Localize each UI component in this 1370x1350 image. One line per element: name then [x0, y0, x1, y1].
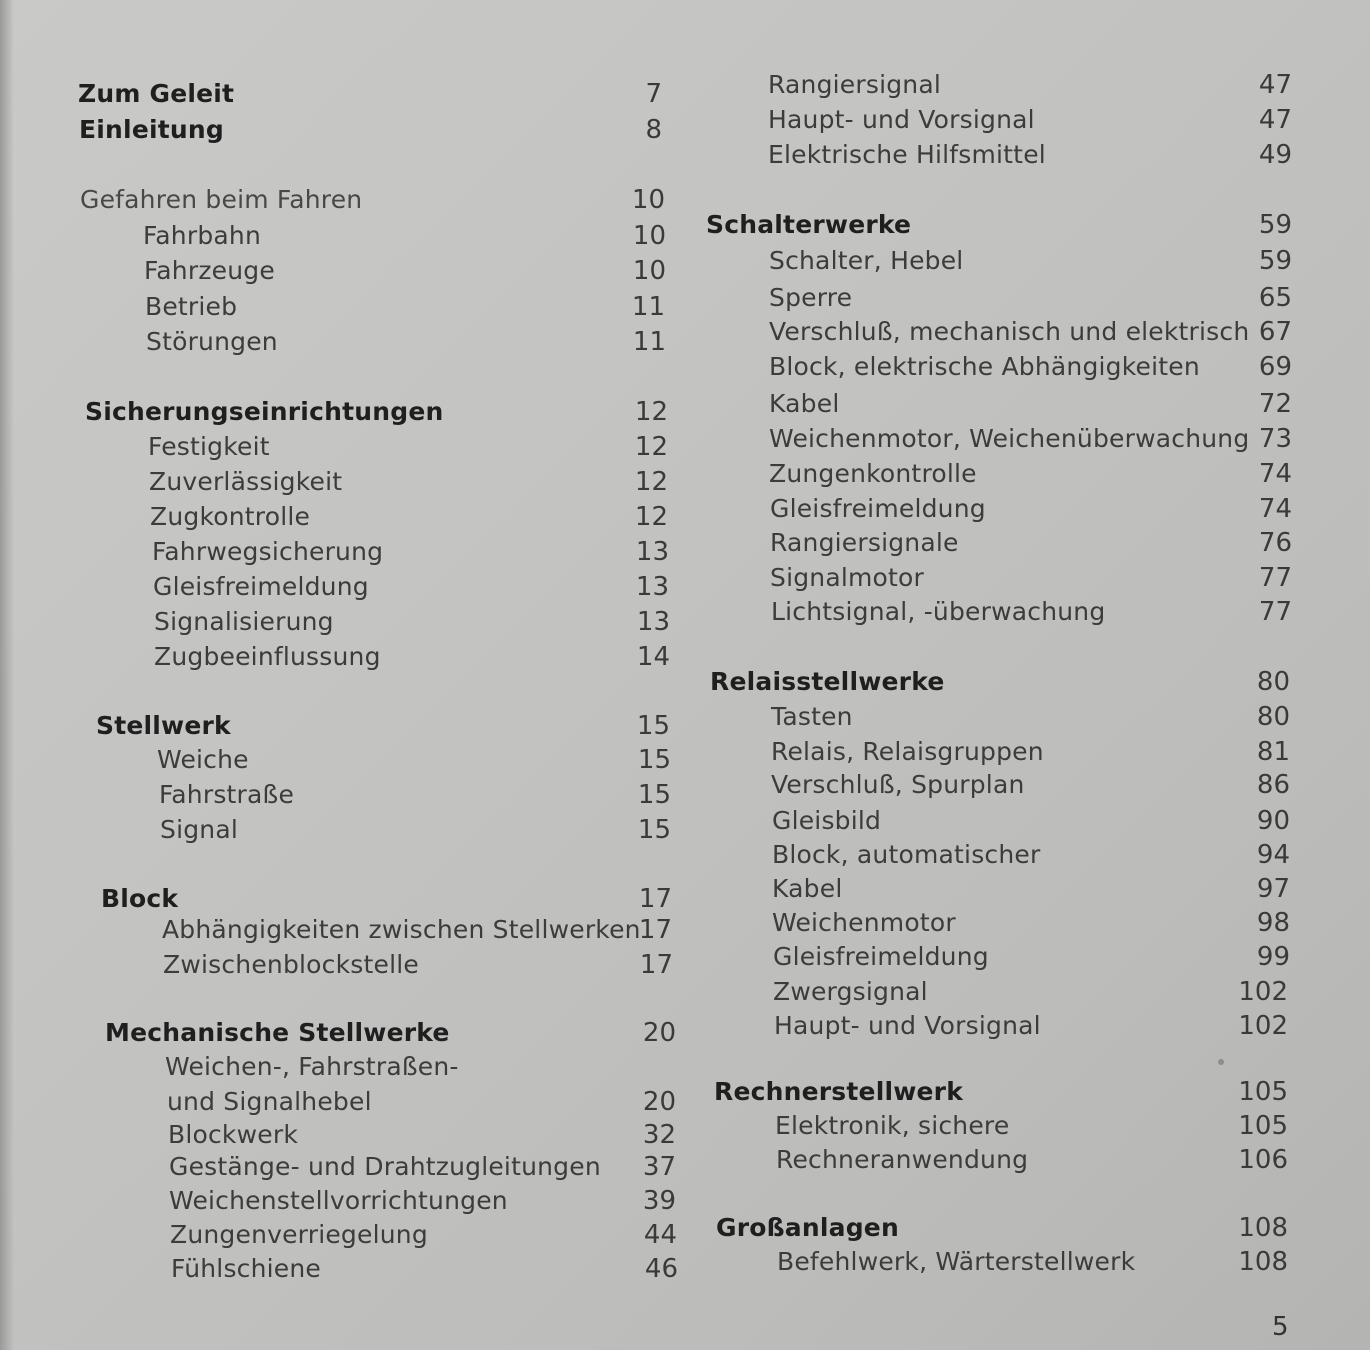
toc-entry-title: Fahrzeuge	[144, 256, 275, 285]
toc-entry-title: Zugbeeinflussung	[154, 642, 381, 671]
toc-page-number: 32	[642, 1120, 676, 1150]
toc-entry-title: Fahrbahn	[143, 221, 262, 250]
toc-page-number: 105	[1238, 1111, 1288, 1141]
toc-page-number: 15	[637, 815, 671, 845]
toc-page-number: 20	[642, 1087, 676, 1117]
toc-page-number: 102	[1238, 1011, 1288, 1041]
paper-speck	[1218, 1059, 1224, 1065]
toc-section-title: Zum Geleit	[78, 79, 235, 108]
toc-page-number: 74	[1258, 494, 1292, 524]
toc-page-number: 17	[638, 915, 672, 945]
toc-page-number: 81	[1256, 737, 1290, 767]
toc-page-number: 98	[1256, 908, 1290, 938]
toc-entry-title: und Signalhebel	[167, 1087, 372, 1116]
toc-entry-title: Gleisfreimeldung	[773, 942, 989, 971]
toc-entry-title: Rechneranwendung	[776, 1145, 1029, 1174]
toc-page-number: 108	[1238, 1213, 1288, 1243]
toc-page-number: 15	[637, 745, 671, 775]
toc-page-number: 15	[636, 711, 670, 741]
toc-entry-title: Festigkeit	[148, 432, 270, 461]
toc-section-title: Großanlagen	[716, 1213, 899, 1242]
toc-page-number: 12	[634, 397, 668, 427]
toc-page-number: 15	[637, 780, 671, 810]
toc-page-number: 10	[632, 221, 666, 251]
toc-page-number: 90	[1256, 806, 1290, 836]
toc-entry-title: Weichenstellvorrichtungen	[169, 1186, 508, 1215]
toc-section-title: Mechanische Stellwerke	[105, 1018, 450, 1047]
toc-page-number: 59	[1258, 210, 1292, 240]
toc-section-title: Einleitung	[79, 115, 224, 144]
toc-entry-title: Haupt- und Vorsignal	[774, 1011, 1041, 1040]
toc-page-number: 11	[631, 292, 665, 322]
toc-page-number: 99	[1256, 942, 1290, 972]
toc-entry-title: Schalter, Hebel	[769, 246, 964, 275]
toc-entry-title: Gleisfreimeldung	[770, 494, 986, 523]
toc-page-number: 105	[1238, 1077, 1288, 1107]
toc-section-title: Schalterwerke	[706, 210, 912, 239]
toc-page-number: 37	[642, 1152, 676, 1182]
toc-entry-title: Signal	[160, 815, 238, 844]
toc-entry-title: Gleisbild	[772, 806, 882, 835]
toc-section-title: Relaisstellwerke	[710, 667, 945, 696]
toc-page-number: 12	[634, 467, 668, 497]
toc-entry-title: Fahrwegsicherung	[152, 537, 384, 566]
toc-page-number: 108	[1238, 1247, 1288, 1277]
toc-page-number: 17	[638, 884, 672, 914]
toc-entry-title: Gestänge- und Drahtzugleitungen	[169, 1152, 601, 1181]
toc-page-number: 106	[1238, 1145, 1288, 1175]
toc-page-number: 44	[643, 1220, 677, 1250]
toc-section-title: Block	[101, 884, 179, 913]
toc-page-number: 94	[1256, 840, 1290, 870]
toc-page-number: 12	[634, 432, 668, 462]
toc-entry-title: Zungenverriegelung	[170, 1220, 428, 1249]
toc-page-number: 69	[1258, 352, 1292, 382]
toc-section-title: Rechnerstellwerk	[714, 1077, 964, 1106]
toc-entry-title: Signalisierung	[154, 607, 334, 636]
toc-page-number: 80	[1256, 702, 1290, 732]
toc-entry-title: Rangiersignal	[768, 70, 942, 99]
toc-page-number: 13	[635, 537, 669, 567]
toc-entry-title: Gleisfreimeldung	[153, 572, 369, 601]
toc-page-number: 102	[1238, 977, 1288, 1007]
toc-page-number: 97	[1256, 874, 1290, 904]
toc-entry-title: Signalmotor	[770, 563, 925, 592]
toc-entry-title: Weichenmotor	[772, 908, 956, 937]
toc-entry-title: Zugkontrolle	[150, 502, 311, 531]
toc-page-number: 7	[645, 79, 662, 109]
toc-page-number: 76	[1258, 528, 1292, 558]
toc-page-number: 11	[632, 327, 666, 357]
toc-entry-title: Block, elektrische Abhängigkeiten	[769, 352, 1200, 381]
toc-entry-title: Lichtsignal, -überwachung	[771, 597, 1106, 626]
toc-section-title: Stellwerk	[96, 711, 231, 740]
toc-page-number: 20	[642, 1018, 676, 1048]
page-number: 5	[1272, 1312, 1289, 1342]
toc-page-number: 49	[1258, 140, 1292, 170]
toc-entry-title: Fühlschiene	[171, 1254, 322, 1283]
toc-entry-title: Befehlwerk, Wärterstellwerk	[777, 1247, 1136, 1276]
toc-page-number: 77	[1258, 597, 1292, 627]
toc-entry-title: Gefahren beim Fahren	[80, 185, 363, 214]
toc-page-number: 74	[1258, 459, 1292, 489]
toc-entry-title: Relais, Relaisgruppen	[771, 737, 1044, 766]
toc-page-number: 77	[1258, 563, 1292, 593]
toc-entry-title: Kabel	[769, 389, 840, 418]
toc-page-number: 46	[644, 1254, 678, 1284]
toc-entry-title: Betrieb	[145, 292, 238, 321]
toc-right-column	[690, 0, 1370, 1350]
toc-entry-title: Block, automatischer	[772, 840, 1041, 869]
toc-entry-title: Tasten	[771, 702, 853, 731]
toc-entry-title: Störungen	[146, 327, 278, 356]
toc-page-number: 12	[634, 502, 668, 532]
toc-page-number: 80	[1256, 667, 1290, 697]
toc-page-number: 39	[642, 1186, 676, 1216]
toc-page-number: 8	[645, 115, 662, 145]
toc-page-number: 10	[631, 185, 665, 215]
toc-page-number: 86	[1256, 770, 1290, 800]
toc-page-number: 13	[636, 607, 670, 637]
toc-entry-title: Verschluß, mechanisch und elektrisch	[769, 317, 1250, 346]
toc-entry-title: Haupt- und Vorsignal	[768, 105, 1035, 134]
toc-entry-title: Fahrstraße	[159, 780, 295, 809]
toc-entry-title: Elektrische Hilfsmittel	[768, 140, 1046, 169]
toc-entry-title: Abhängigkeiten zwischen Stellwerken	[162, 915, 641, 944]
toc-section-title: Sicherungseinrichtungen	[85, 397, 444, 426]
toc-entry-title: Weiche	[157, 745, 249, 774]
toc-page-number: 13	[635, 572, 669, 602]
toc-entry-title: Weichenmotor, Weichenüberwachung	[769, 424, 1250, 453]
toc-entry-title: Zwischenblockstelle	[163, 950, 419, 979]
toc-entry-title: Verschluß, Spurplan	[771, 770, 1025, 799]
toc-page-number: 17	[639, 950, 673, 980]
toc-entry-title: Kabel	[772, 874, 843, 903]
toc-page-number: 65	[1258, 283, 1292, 313]
toc-page-number: 73	[1258, 424, 1292, 454]
toc-entry-title: Elektronik, sichere	[775, 1111, 1010, 1140]
toc-page-number: 67	[1258, 317, 1292, 347]
toc-entry-title: Zwergsignal	[773, 977, 928, 1006]
toc-entry-title: Sperre	[769, 283, 853, 312]
toc-page-number: 10	[632, 256, 666, 286]
toc-entry-title: Zungenkontrolle	[769, 459, 977, 488]
toc-entry-title: Blockwerk	[168, 1120, 298, 1149]
toc-page-number: 47	[1258, 70, 1292, 100]
toc-page-number: 14	[636, 642, 670, 672]
toc-page-number: 72	[1258, 389, 1292, 419]
toc-entry-title: Weichen-, Fahrstraßen-	[165, 1052, 459, 1081]
toc-entry-title: Rangiersignale	[770, 528, 959, 557]
toc-page-number: 47	[1258, 105, 1292, 135]
toc-entry-title: Zuverlässigkeit	[149, 467, 343, 496]
toc-page-number: 59	[1258, 246, 1292, 276]
